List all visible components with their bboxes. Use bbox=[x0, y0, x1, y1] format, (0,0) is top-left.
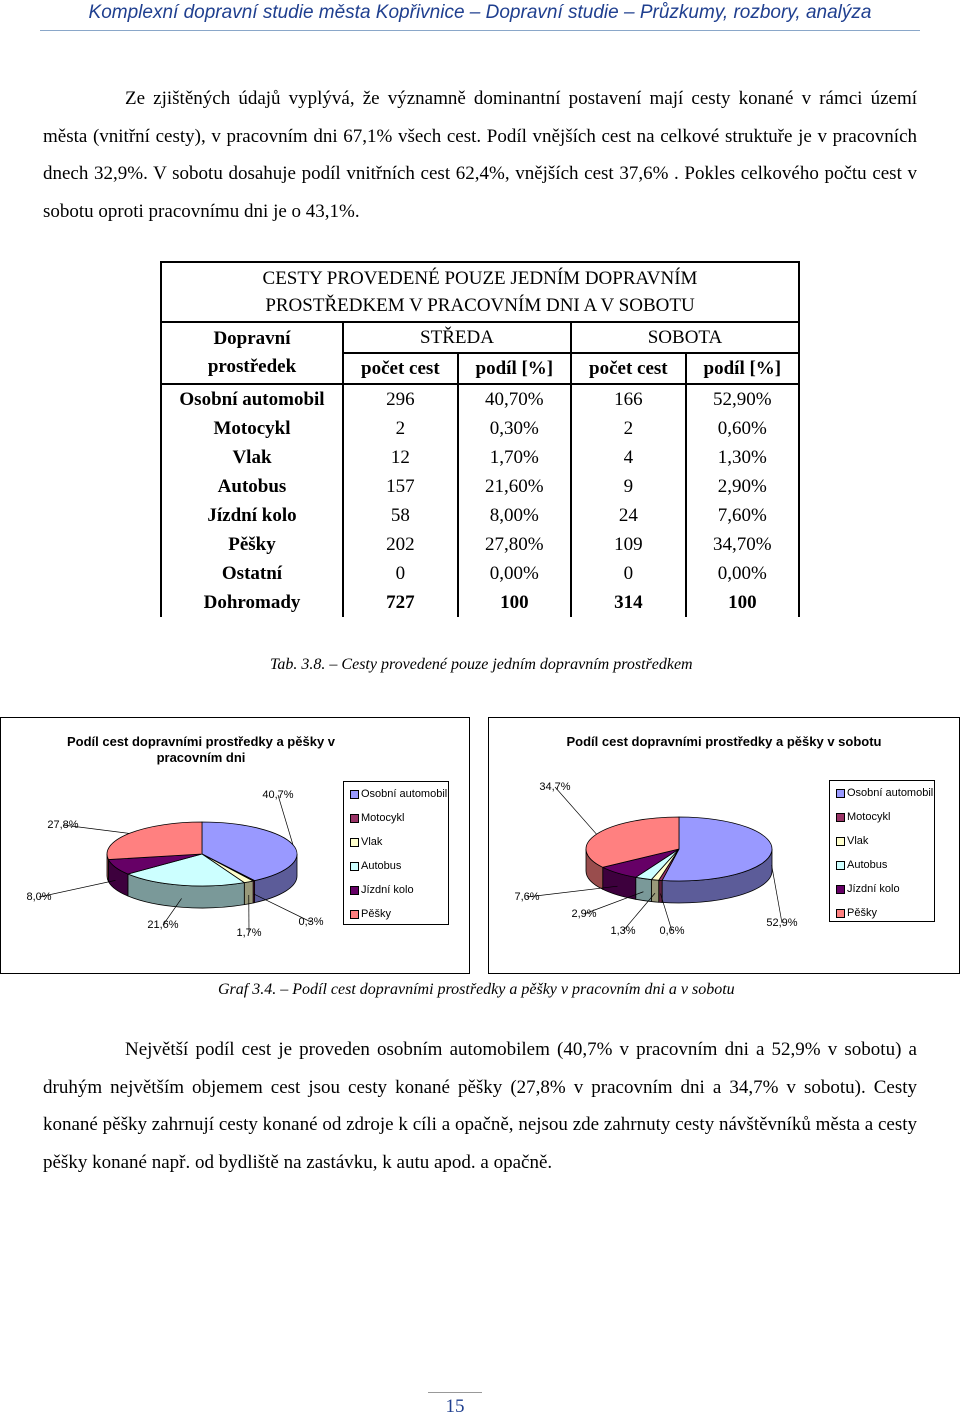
cell: 0,60% bbox=[686, 414, 799, 443]
cell: 0,30% bbox=[458, 414, 571, 443]
legend-label: Motocykl bbox=[847, 811, 891, 823]
legend-item bbox=[350, 908, 391, 920]
sub-header: počet cest bbox=[343, 353, 458, 384]
legend-item bbox=[836, 835, 868, 847]
table-row bbox=[161, 530, 799, 559]
col-label: Dopravní prostředek bbox=[161, 322, 343, 384]
table-title: CESTY PROVEDENÉ POUZE JEDNÍM DOPRAVNÍM PROSTŘEDKEM V PRACOVNÍM DNI A V SOBOTU bbox=[161, 262, 799, 322]
cell: 58 bbox=[343, 501, 458, 530]
table-caption: Tab. 3.8. – Cesty provedené pouze jedním dopravním prostředkem bbox=[270, 656, 693, 673]
cell: 8,00% bbox=[458, 501, 571, 530]
legend-swatch bbox=[350, 910, 359, 919]
legend-label: Autobus bbox=[847, 859, 888, 871]
legend-item bbox=[350, 836, 382, 848]
cell: 202 bbox=[343, 530, 458, 559]
pie-side-1 bbox=[659, 880, 662, 902]
legend-item bbox=[836, 907, 877, 919]
footer-divider bbox=[428, 1392, 482, 1393]
pie-data-label: 21,6% bbox=[147, 919, 179, 931]
pie-data-label: 8,0% bbox=[26, 891, 52, 903]
pie-data-label: 0,6% bbox=[659, 925, 685, 937]
pie-data-label: 0,3% bbox=[298, 916, 324, 928]
table-row bbox=[161, 414, 799, 443]
page-number: 15 bbox=[445, 1396, 465, 1417]
pie-data-label: 52,9% bbox=[766, 917, 798, 929]
legend-swatch bbox=[836, 885, 845, 894]
pie-chart-weekday bbox=[0, 717, 470, 974]
cell: 40,70% bbox=[458, 384, 571, 414]
row-name: Ostatní bbox=[161, 559, 343, 588]
sub-header: počet cest bbox=[571, 353, 686, 384]
cell: 0,00% bbox=[458, 559, 571, 588]
transport-table bbox=[160, 261, 800, 617]
legend-item bbox=[836, 883, 900, 895]
pie-slice-pěšky bbox=[107, 822, 202, 860]
group-streda: STŘEDA bbox=[343, 322, 571, 353]
pie-chart-saturday bbox=[488, 717, 960, 974]
legend-item bbox=[836, 811, 890, 823]
row-name: Pěšky bbox=[161, 530, 343, 559]
cell: 109 bbox=[571, 530, 686, 559]
cell: 157 bbox=[343, 472, 458, 501]
row-name: Jízdní kolo bbox=[161, 501, 343, 530]
pie-data-label: 34,7% bbox=[539, 781, 571, 793]
legend-item bbox=[350, 884, 414, 896]
legend-swatch bbox=[836, 909, 845, 918]
row-name: Vlak bbox=[161, 443, 343, 472]
cell: 2 bbox=[343, 414, 458, 443]
cell: 100 bbox=[458, 588, 571, 617]
legend-swatch bbox=[350, 790, 359, 799]
legend-swatch bbox=[350, 838, 359, 847]
legend-label: Pěšky bbox=[847, 907, 877, 919]
pie-data-label: 40,7% bbox=[262, 789, 294, 801]
pie-data-label: 2,9% bbox=[571, 908, 597, 920]
cell: 4 bbox=[571, 443, 686, 472]
cell: 9 bbox=[571, 472, 686, 501]
table-row bbox=[161, 501, 799, 530]
cell: 727 bbox=[343, 588, 458, 617]
conclusion-paragraph: Největší podíl cest je proveden osobním automobilem (40,7% v pracovním dni a 52,9% v sobotu) a druhým největším objemem cest jsou cesty konané pěšky (27,8% v pracovním dni a 34,7% v sobotu). Cesty konané pěšky zahrnují cesty konané od zdroje k cíli a opačně, nejsou zde zahrnuty cesty návštěvníků města a cesty pěšky konané např. od bydliště na zastávku, k autu apod. a opačně. bbox=[43, 1039, 917, 1173]
cell: 0,00% bbox=[686, 559, 799, 588]
cell: 1,70% bbox=[458, 443, 571, 472]
cell: 100 bbox=[686, 588, 799, 617]
legend-swatch bbox=[350, 814, 359, 823]
cell: 34,70% bbox=[686, 530, 799, 559]
cell: 2 bbox=[571, 414, 686, 443]
cell: 0 bbox=[571, 559, 686, 588]
legend-label: Osobní automobil bbox=[847, 787, 934, 799]
page-header: Komplexní dopravní studie města Kopřivnice – Dopravní studie – Průzkumy, rozbory, analýza bbox=[40, 0, 920, 31]
legend-item bbox=[836, 787, 933, 799]
sub-header: podíl [%] bbox=[686, 353, 799, 384]
row-name: Motocykl bbox=[161, 414, 343, 443]
cell: 2,90% bbox=[686, 472, 799, 501]
table-row bbox=[161, 472, 799, 501]
legend-label: Motocykl bbox=[361, 812, 405, 824]
pie-data-label: 7,6% bbox=[514, 891, 540, 903]
legend-label: Pěšky bbox=[361, 908, 391, 920]
legend-item bbox=[836, 859, 887, 871]
sub-header: podíl [%] bbox=[458, 353, 571, 384]
legend-swatch bbox=[836, 789, 845, 798]
cell: 52,90% bbox=[686, 384, 799, 414]
pie-data-label: 1,7% bbox=[236, 927, 262, 939]
pie-data-label: 27,8% bbox=[47, 819, 79, 831]
legend-item bbox=[350, 860, 401, 872]
legend-swatch bbox=[836, 837, 845, 846]
chart-title: Podíl cest dopravními prostředky a pěšky v pracovním dni bbox=[66, 734, 336, 765]
legend-item bbox=[350, 812, 404, 824]
pie-leader-line bbox=[772, 865, 782, 923]
cell: 1,30% bbox=[686, 443, 799, 472]
legend-swatch bbox=[350, 886, 359, 895]
cell: 12 bbox=[343, 443, 458, 472]
legend-swatch bbox=[350, 862, 359, 871]
legend-label: Vlak bbox=[361, 836, 383, 848]
pie-side-3 bbox=[636, 877, 652, 901]
cell: 27,80% bbox=[458, 530, 571, 559]
intro-paragraph: Ze zjištěných údajů vyplývá, že významně dominantní postavení mají cesty konané v rámci území města (vnitřní cesty), v pracovním dni 67,1% všech cest. Podíl vnějších cest na celkové struktuře je v pracovních dnech 32,9%. V sobotu dosahuje podíl vnitřních cest 62,4%, vnějších cest 37,6% . Pokles celkového počtu cest v sobotu oproti pracovnímu dni je o 43,1%. bbox=[43, 88, 917, 222]
pie-side-2 bbox=[651, 880, 658, 903]
pie-data-label: 1,3% bbox=[610, 925, 636, 937]
cell: 296 bbox=[343, 384, 458, 414]
legend-swatch bbox=[836, 861, 845, 870]
pie-leader-line bbox=[555, 787, 597, 834]
legend-label: Autobus bbox=[361, 860, 402, 872]
graph-caption: Graf 3.4. – Podíl cest dopravními prostředky a pěšky v pracovním dni a v sobotu bbox=[218, 981, 735, 998]
legend-item bbox=[350, 788, 447, 800]
table-row bbox=[161, 384, 799, 414]
group-sobota: SOBOTA bbox=[571, 322, 799, 353]
cell: 21,60% bbox=[458, 472, 571, 501]
chart-title: Podíl cest dopravními prostředky a pěšky v sobotu bbox=[566, 734, 882, 749]
table-row bbox=[161, 559, 799, 588]
legend-swatch bbox=[836, 813, 845, 822]
row-name: Osobní automobil bbox=[161, 384, 343, 414]
row-name: Dohromady bbox=[161, 588, 343, 617]
legend-label: Vlak bbox=[847, 835, 869, 847]
cell: 166 bbox=[571, 384, 686, 414]
cell: 0 bbox=[343, 559, 458, 588]
cell: 24 bbox=[571, 501, 686, 530]
table-row bbox=[161, 443, 799, 472]
table-total-row bbox=[161, 588, 799, 617]
chart-legend bbox=[343, 781, 449, 925]
legend-label: Jízdní kolo bbox=[847, 883, 900, 895]
legend-label: Osobní automobil bbox=[361, 788, 448, 800]
legend-label: Jízdní kolo bbox=[361, 884, 414, 896]
chart-legend bbox=[829, 780, 935, 922]
cell: 314 bbox=[571, 588, 686, 617]
row-name: Autobus bbox=[161, 472, 343, 501]
pie-leader-line bbox=[527, 886, 617, 897]
cell: 7,60% bbox=[686, 501, 799, 530]
